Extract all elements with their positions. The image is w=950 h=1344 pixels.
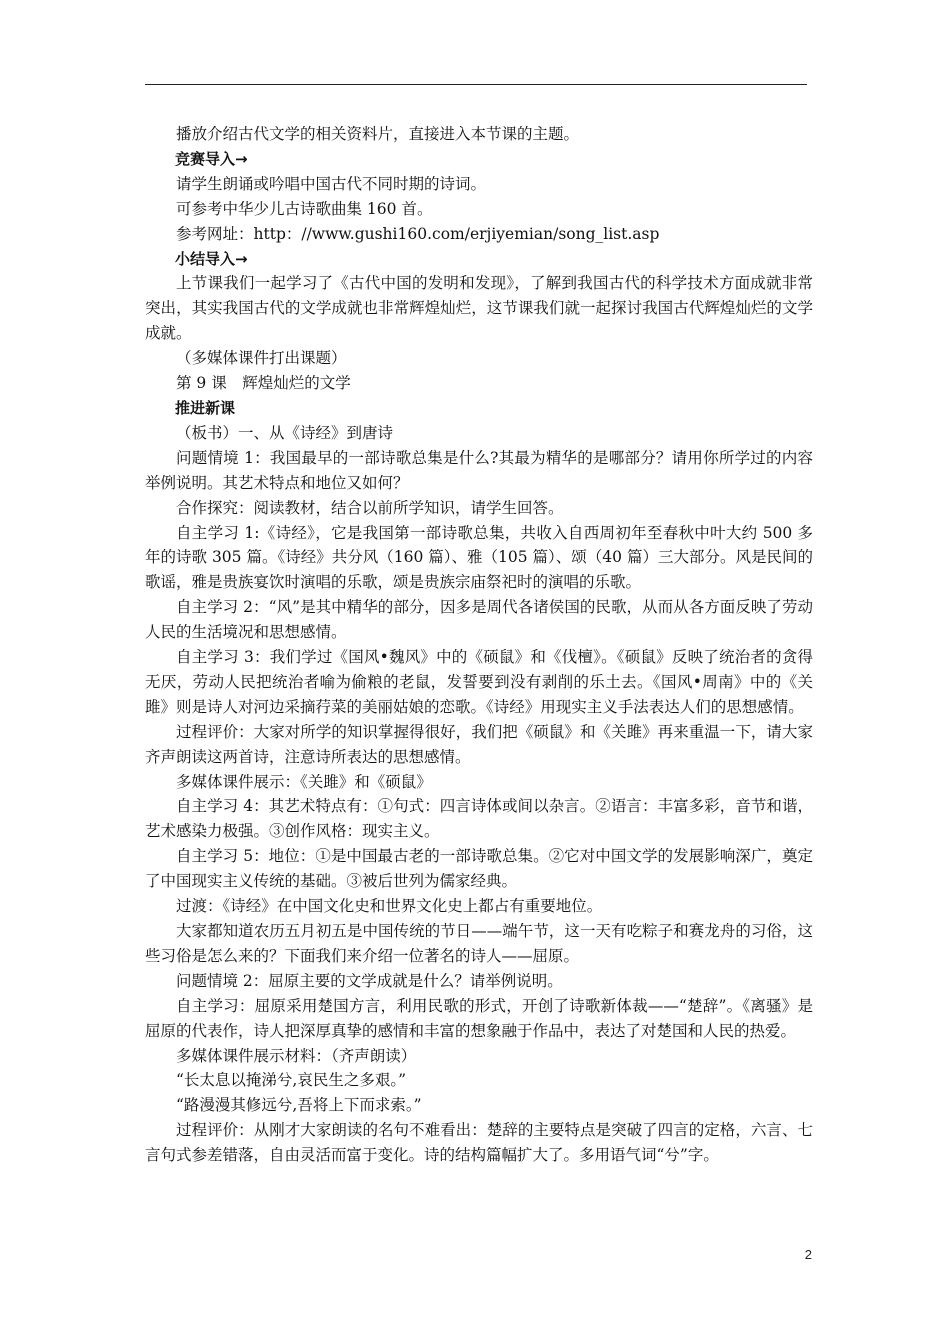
paragraph-intro-film: 播放介绍古代文学的相关资料片，直接进入本节课的主题。 xyxy=(176,125,580,143)
lesson-title: 第 9 课 辉煌灿烂的文学 xyxy=(176,374,351,393)
paragraph-question-1: 问题情境 1：我国最早的一部诗歌总集是什么?其最为精华的是哪部分？请用你所学过的内容举例说明。其艺术特点和地位又如何？ xyxy=(145,448,813,492)
paragraph-self-study-quyuan: 自主学习：屈原采用楚国方言，利用民歌的形式，开创了诗歌新体裁——“楚辞”。《离骚》是屈原的代表作，诗人把深厚真挚的感情和丰富的想象融于作品中，表达了对楚国和人民的热爱。 xyxy=(145,996,813,1040)
paragraph-evaluation-2: 过程评价：从刚才大家朗读的名句不难看出：楚辞的主要特点是突破了四言的定格，六言、七言句式参差错落，自由灵活而富于变化。诗的结构篇幅扩大了。多用语气词“兮”字。 xyxy=(145,1121,813,1165)
paragraph-reference-songs: 可参考中华少儿古诗歌曲集 160 首。 xyxy=(176,199,433,218)
heading-summary-intro: 小结导入→ xyxy=(175,249,248,268)
quote-line-1: “长太息以掩涕兮,哀民生之多艰。” xyxy=(176,1071,407,1090)
paragraph-self-study-2: 自主学习 2：“风”是其中精华的部分，因多是周代各诸侯国的民歌，从而从各方面反映了劳动人民的生活境况和思想感情。 xyxy=(145,598,813,642)
paragraph-recite-poems: 请学生朗诵或吟唱中国古代不同时期的诗词。 xyxy=(176,174,487,193)
paragraph-self-study-1: 自主学习 1:《诗经》，它是我国第一部诗歌总集，共收入自西周初年至春秋中叶大约 500 多年的诗歌 305 篇。《诗经》共分风（160 篇）、雅（105 篇）、颂（40 篇）三大部分。风是民间的歌谣，雅是贵族宴饮时演唱的乐歌，颂是贵族宗庙祭祀时的演唱的乐歌。 xyxy=(145,523,813,592)
paragraph-reference-url: 参考网址：http：//www.gushi160.com/erjiyemian/song_list.asp xyxy=(176,224,660,243)
paragraph-question-2: 问题情境 2：屈原主要的文学成就是什么？请举例说明。 xyxy=(176,971,563,990)
paragraph-cooperative-inquiry: 合作探究：阅读教材，结合以前所学知识，请学生回答。 xyxy=(176,498,564,517)
quote-line-2: “路漫漫其修远兮,吾将上下而求索。” xyxy=(176,1096,422,1115)
paragraph-multimedia-show-2: 多媒体课件展示材料：（齐声朗读） xyxy=(176,1046,417,1065)
paragraph-self-study-5: 自主学习 5：地位：①是中国最古老的一部诗歌总集。②它对中国文学的发展影响深广，奠定了中国现实主义传统的基础。③被后世列为儒家经典。 xyxy=(145,847,813,891)
page-body xyxy=(145,122,813,1168)
paragraph-self-study-4: 自主学习 4：其艺术特点有：①句式：四言诗体或间以杂言。②语言：丰富多彩，音节和谐，艺术感染力极强。③创作风格：现实主义。 xyxy=(145,797,813,841)
heading-new-lesson: 推进新课 xyxy=(175,398,236,417)
paragraph-multimedia-title: （多媒体课件打出课题） xyxy=(176,349,347,368)
heading-competition-intro: 竞赛导入→ xyxy=(175,149,248,168)
paragraph-self-study-3: 自主学习 3：我们学过《国风•魏风》中的《硕鼠》和《伐檀》。《硕鼠》反映了统治者的贪得无厌，劳动人民把统治者喻为偷粮的老鼠，发誓要到没有剥削的乐土去。《国风•周南》中的《关雎》则是诗人对河边采摘荇菜的美丽姑娘的恋歌。《诗经》用现实主义手法表达人们的思想感情。 xyxy=(145,648,813,716)
paragraph-transition: 过渡：《诗经》在中国文化史和世界文化史上都占有重要地位。 xyxy=(176,897,603,916)
paragraph-multimedia-show-1: 多媒体课件展示：《关雎》和《硕鼠》 xyxy=(176,772,432,791)
page-number: 2 xyxy=(804,1247,812,1262)
paragraph-board-section-1: （板书）一、从《诗经》到唐诗 xyxy=(176,423,394,442)
paragraph-evaluation-1: 过程评价：大家对所学的知识掌握得很好，我们把《硕鼠》和《关雎》再来重温一下，请大家齐声朗读这两首诗，注意诗所表达的思想感情。 xyxy=(145,722,813,766)
paragraph-dragon-boat: 大家都知道农历五月初五是中国传统的节日——端午节，这一天有吃粽子和赛龙舟的习俗，这些习俗是怎么来的？下面我们来介绍一位著名的诗人——屈原。 xyxy=(145,922,813,965)
header-rule xyxy=(145,84,807,85)
paragraph-summary: 上节课我们一起学习了《古代中国的发明和发现》，了解到我国古代的科学技术方面成就非常突出，其实我国古代的文学成就也非常辉煌灿烂，这节课我们就一起探讨我国古代辉煌灿烂的文学成就。 xyxy=(145,274,813,343)
